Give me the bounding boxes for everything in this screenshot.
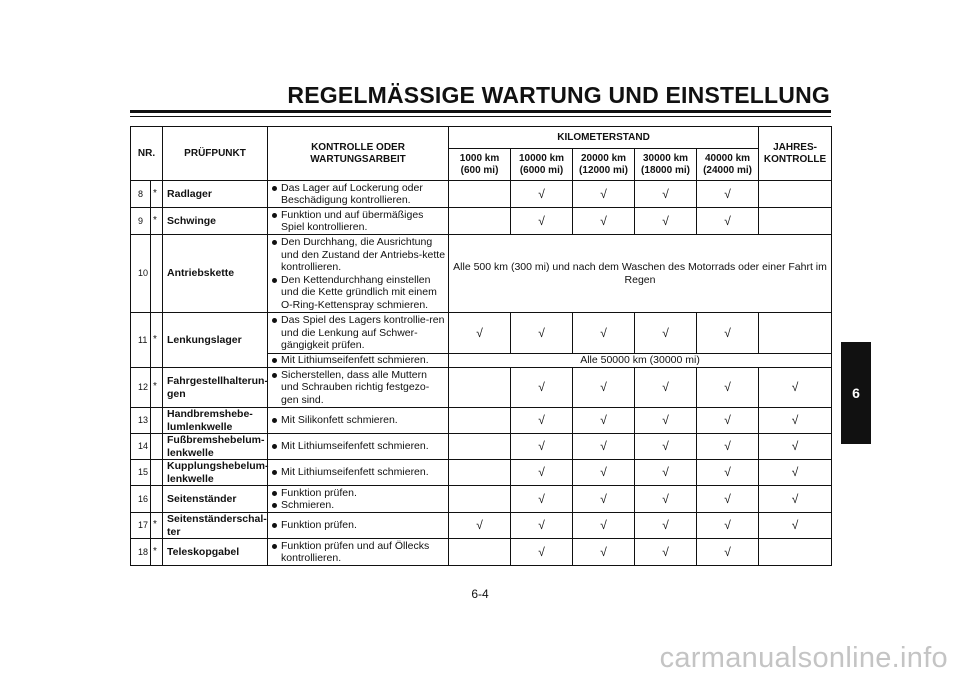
row-number: 13 xyxy=(131,408,151,434)
header-task-label: KONTROLLE ODER WARTUNGSARBEIT xyxy=(310,141,406,165)
task-item: Funktion prüfen. xyxy=(270,487,446,500)
dealer-mark: * xyxy=(151,181,163,208)
task-cell xyxy=(268,313,449,354)
header-interval: 10000 km (6000 mi) xyxy=(511,149,573,181)
row-number: 8 xyxy=(131,181,151,208)
task-item: Funktion prüfen. xyxy=(270,519,446,532)
check-mark: √ xyxy=(573,408,635,434)
table-row xyxy=(131,235,832,313)
task-cell xyxy=(268,460,449,486)
check-item: Schwinge xyxy=(163,208,268,235)
check-mark: √ xyxy=(511,368,573,408)
check-mark: √ xyxy=(511,460,573,486)
task-cell xyxy=(268,539,449,566)
check-mark: √ xyxy=(573,460,635,486)
check-mark: √ xyxy=(697,181,759,208)
empty-cell xyxy=(449,486,511,513)
table-row xyxy=(131,486,832,513)
task-item: Mit Lithiumseifenfett schmieren. xyxy=(270,440,446,453)
empty-cell xyxy=(449,539,511,566)
dealer-mark xyxy=(151,408,163,434)
check-mark: √ xyxy=(635,460,697,486)
check-mark: √ xyxy=(759,368,832,408)
dealer-mark: * xyxy=(151,513,163,539)
row-number: 10 xyxy=(131,235,151,313)
dealer-mark: * xyxy=(151,313,163,368)
check-mark: √ xyxy=(573,181,635,208)
task-item: Sicherstellen, dass alle Muttern und Schrauben richtig festgezo-gen sind. xyxy=(270,369,446,407)
check-mark: √ xyxy=(511,513,573,539)
check-mark: √ xyxy=(759,486,832,513)
empty-cell xyxy=(449,408,511,434)
check-mark: √ xyxy=(697,208,759,235)
check-item: Fahrgestellhalterun-gen xyxy=(163,368,268,408)
table-row xyxy=(131,368,832,408)
dealer-mark: * xyxy=(151,368,163,408)
check-mark: √ xyxy=(511,539,573,566)
task-cell xyxy=(268,408,449,434)
table-row xyxy=(131,181,832,208)
dealer-mark xyxy=(151,434,163,460)
header-nr: NR. xyxy=(131,127,163,181)
page-number: 6-4 xyxy=(471,587,489,601)
check-item: Lenkungslager xyxy=(163,313,268,368)
header-interval: 1000 km (600 mi) xyxy=(449,149,511,181)
header-odometer: KILOMETERSTAND xyxy=(449,127,759,149)
header-annual: JAHRES- KONTROLLE xyxy=(759,127,832,181)
check-mark: √ xyxy=(449,513,511,539)
check-item: Handbremshebe-lumlenkwelle xyxy=(163,408,268,434)
page-title: REGELMÄSSIGE WARTUNG UND EINSTELLUNG xyxy=(287,82,830,108)
empty-cell xyxy=(449,434,511,460)
check-mark: √ xyxy=(573,486,635,513)
check-mark: √ xyxy=(697,486,759,513)
task-item: Funktion prüfen und auf Öllecks kontrollieren. xyxy=(270,540,446,565)
interval-note: Alle 50000 km (30000 mi) xyxy=(449,354,832,368)
interval-note: Alle 500 km (300 mi) und nach dem Waschen des Motorrads oder einer Fahrt im Regen xyxy=(449,235,832,313)
dealer-mark xyxy=(151,460,163,486)
task-item: Mit Silikonfett schmieren. xyxy=(270,414,446,427)
row-number: 15 xyxy=(131,460,151,486)
check-mark: √ xyxy=(511,408,573,434)
table-row xyxy=(131,208,832,235)
empty-cell xyxy=(759,313,832,354)
check-mark: √ xyxy=(573,368,635,408)
row-number: 12 xyxy=(131,368,151,408)
check-item: Antriebskette xyxy=(163,235,268,313)
row-number: 17 xyxy=(131,513,151,539)
dealer-mark xyxy=(151,486,163,513)
task-cell xyxy=(268,181,449,208)
task-cell xyxy=(268,486,449,513)
check-mark: √ xyxy=(697,368,759,408)
dealer-mark: * xyxy=(151,208,163,235)
table-row xyxy=(131,460,832,486)
task-cell xyxy=(268,208,449,235)
watermark: carmanualsonline.info xyxy=(659,642,948,674)
table-row xyxy=(131,434,832,460)
check-mark: √ xyxy=(573,208,635,235)
check-mark: √ xyxy=(697,434,759,460)
task-item: Funktion und auf übermäßiges Spiel kontrollieren. xyxy=(270,209,446,234)
row-number: 9 xyxy=(131,208,151,235)
check-mark: √ xyxy=(635,539,697,566)
empty-cell xyxy=(449,368,511,408)
task-item: Den Durchhang, die Ausrichtung und den Zustand der Antriebs-kette kontrollieren. xyxy=(270,236,446,274)
check-mark: √ xyxy=(511,434,573,460)
check-item: Fußbremshebelum-lenkwelle xyxy=(163,434,268,460)
task-item: Mit Lithiumseifenfett schmieren. xyxy=(270,466,446,479)
check-mark: √ xyxy=(573,434,635,460)
header-interval: 20000 km (12000 mi) xyxy=(573,149,635,181)
check-mark: √ xyxy=(449,313,511,354)
empty-cell xyxy=(759,208,832,235)
check-mark: √ xyxy=(759,434,832,460)
check-mark: √ xyxy=(635,408,697,434)
task-item: Das Lager auf Lockerung oder Beschädigung kontrollieren. xyxy=(270,182,446,207)
task-cell xyxy=(268,354,449,368)
check-mark: √ xyxy=(511,486,573,513)
check-mark: √ xyxy=(511,313,573,354)
check-mark: √ xyxy=(573,539,635,566)
dealer-mark xyxy=(151,235,163,313)
empty-cell xyxy=(449,460,511,486)
check-mark: √ xyxy=(759,408,832,434)
row-number: 18 xyxy=(131,539,151,566)
check-mark: √ xyxy=(635,486,697,513)
empty-cell xyxy=(449,181,511,208)
row-number: 14 xyxy=(131,434,151,460)
check-mark: √ xyxy=(697,539,759,566)
check-item: Radlager xyxy=(163,181,268,208)
check-mark: √ xyxy=(697,460,759,486)
title-rule-thin xyxy=(130,116,831,117)
check-mark: √ xyxy=(573,313,635,354)
header-task xyxy=(268,127,449,181)
check-mark: √ xyxy=(635,181,697,208)
check-mark: √ xyxy=(511,208,573,235)
task-item: Das Spiel des Lagers kontrollie-ren und die Lenkung auf Schwer-gängigkeit prüfen. xyxy=(270,314,446,352)
check-mark: √ xyxy=(511,181,573,208)
check-mark: √ xyxy=(573,513,635,539)
task-cell xyxy=(268,513,449,539)
task-cell xyxy=(268,368,449,408)
check-item: Teleskopgabel xyxy=(163,539,268,566)
row-number: 11 xyxy=(131,313,151,368)
task-item: Schmieren. xyxy=(270,499,446,512)
dealer-mark: * xyxy=(151,539,163,566)
task-item: Den Kettendurchhang einstellen und die Kette gründlich mit einem O-Ring-Kettenspray schmieren. xyxy=(270,274,446,312)
table-row xyxy=(131,313,832,354)
empty-cell xyxy=(449,208,511,235)
check-mark: √ xyxy=(759,513,832,539)
check-mark: √ xyxy=(759,460,832,486)
header-interval: 40000 km (24000 mi) xyxy=(697,149,759,181)
check-item: Seitenständer xyxy=(163,486,268,513)
table-row xyxy=(131,513,832,539)
check-mark: √ xyxy=(697,513,759,539)
check-mark: √ xyxy=(635,513,697,539)
empty-cell xyxy=(759,539,832,566)
chapter-tab[interactable]: 6 xyxy=(841,342,871,444)
header-interval: 30000 km (18000 mi) xyxy=(635,149,697,181)
title-rule xyxy=(130,110,831,113)
check-item: Kupplungshebelum-lenkwelle xyxy=(163,460,268,486)
check-mark: √ xyxy=(697,313,759,354)
check-mark: √ xyxy=(635,313,697,354)
check-item: Seitenständerschal-ter xyxy=(163,513,268,539)
task-cell xyxy=(268,434,449,460)
task-item: Mit Lithiumseifenfett schmieren. xyxy=(270,354,446,367)
check-mark: √ xyxy=(635,434,697,460)
check-mark: √ xyxy=(635,208,697,235)
task-cell xyxy=(268,235,449,313)
empty-cell xyxy=(759,181,832,208)
check-mark: √ xyxy=(697,408,759,434)
check-mark: √ xyxy=(635,368,697,408)
table-row xyxy=(131,539,832,566)
table-row xyxy=(131,408,832,434)
maintenance-table xyxy=(130,126,832,566)
header-item: PRÜFPUNKT xyxy=(163,127,268,181)
row-number: 16 xyxy=(131,486,151,513)
